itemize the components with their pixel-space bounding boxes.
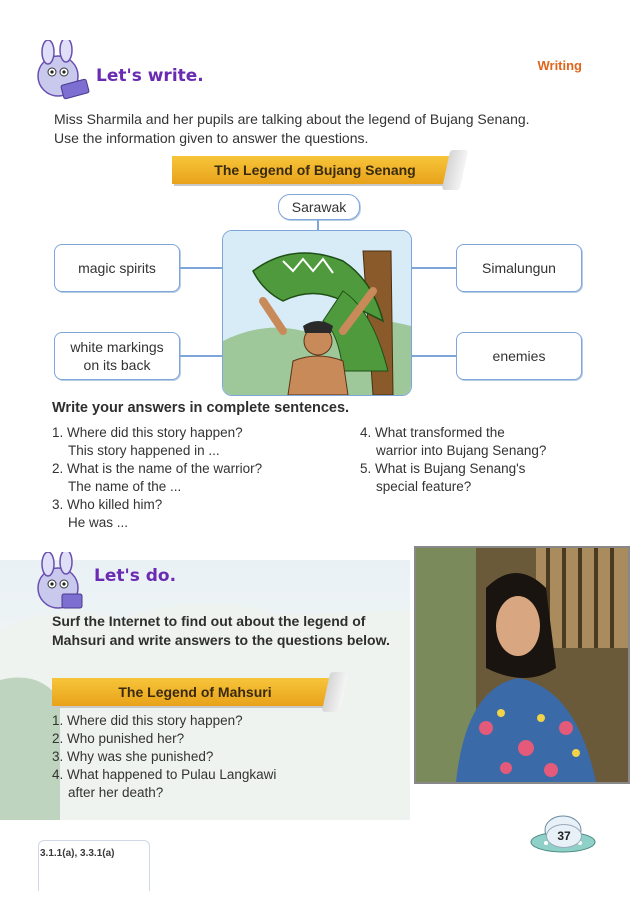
- lets-do-title: Let's do.: [94, 566, 177, 586]
- intro-paragraph: Miss Sharmila and her pupils are talking about the legend of Bujang Senang. Use the information given to answer the questions.: [54, 111, 530, 146]
- question-item: 1. Where did this story happen?: [52, 713, 243, 728]
- question-text: 5. What is Bujang Senang's: [360, 461, 526, 476]
- legend-banner: [172, 156, 458, 184]
- question-text: 2. What is the name of the warrior?: [52, 461, 263, 476]
- question-text: 1. Where did this story happen?: [52, 425, 243, 440]
- question-item: [52, 496, 352, 532]
- questions-left: [52, 424, 352, 532]
- answer-starter: This story happened in ...: [68, 443, 220, 458]
- legend-banner-text: The Legend of Bujang Senang: [214, 162, 416, 178]
- map-connector: [179, 267, 223, 269]
- questions-right: [360, 424, 600, 496]
- map-node-magic-spirits: magic spirits: [54, 244, 180, 292]
- question-text: 3. Who killed him?: [52, 497, 163, 512]
- map-connector: [179, 355, 223, 357]
- map-connector: [411, 355, 457, 357]
- question-continuation: special feature?: [376, 479, 472, 494]
- map-node-white-markings: [54, 332, 180, 380]
- question-item: 4. What happened to Pulau Langkawi: [52, 767, 277, 782]
- answer-starter: He was ...: [68, 515, 129, 530]
- page-number: 37: [546, 824, 582, 848]
- curriculum-code: 3.1.1(a), 3.3.1(a): [40, 848, 115, 859]
- crocodile-warrior-illustration: [222, 230, 412, 396]
- lets-write-title: Let's write.: [96, 66, 204, 86]
- question-continuation: warrior into Bujang Senang?: [376, 443, 547, 458]
- write-instruction: Write your answers in complete sentences.: [52, 400, 350, 416]
- question-item: [52, 424, 352, 460]
- map-node-white-markings-line2: on its back: [83, 357, 151, 373]
- question-item: 2. Who punished her?: [52, 731, 185, 746]
- mahsuri-questions: [52, 712, 276, 802]
- mahsuri-banner-text: The Legend of Mahsuri: [118, 684, 272, 700]
- mascot-rabbit-icon: [28, 552, 86, 610]
- map-connector: [411, 267, 457, 269]
- answer-starter: The name of the ...: [68, 479, 182, 494]
- map-node-white-markings-line1: white markings: [70, 339, 164, 355]
- section-label: Writing: [537, 58, 582, 73]
- map-node-enemies: enemies: [456, 332, 582, 380]
- do-instruction: Surf the Internet to find out about the legend of Mahsuri and write answers to the questions below.: [52, 613, 390, 648]
- mascot-rabbit-icon: [28, 40, 86, 98]
- question-item: [52, 460, 352, 496]
- map-node-simalungun: Simalungun: [456, 244, 582, 292]
- question-text: 4. What transformed the: [360, 425, 505, 440]
- question-continuation: after her death?: [68, 785, 164, 800]
- map-node-sarawak: Sarawak: [278, 194, 360, 220]
- banner-curl: [442, 150, 469, 190]
- question-item: [360, 424, 600, 460]
- question-item: 3. Why was she punished?: [52, 749, 214, 764]
- mahsuri-banner: [52, 678, 338, 706]
- question-item: [360, 460, 600, 496]
- mahsuri-photo: [414, 546, 630, 784]
